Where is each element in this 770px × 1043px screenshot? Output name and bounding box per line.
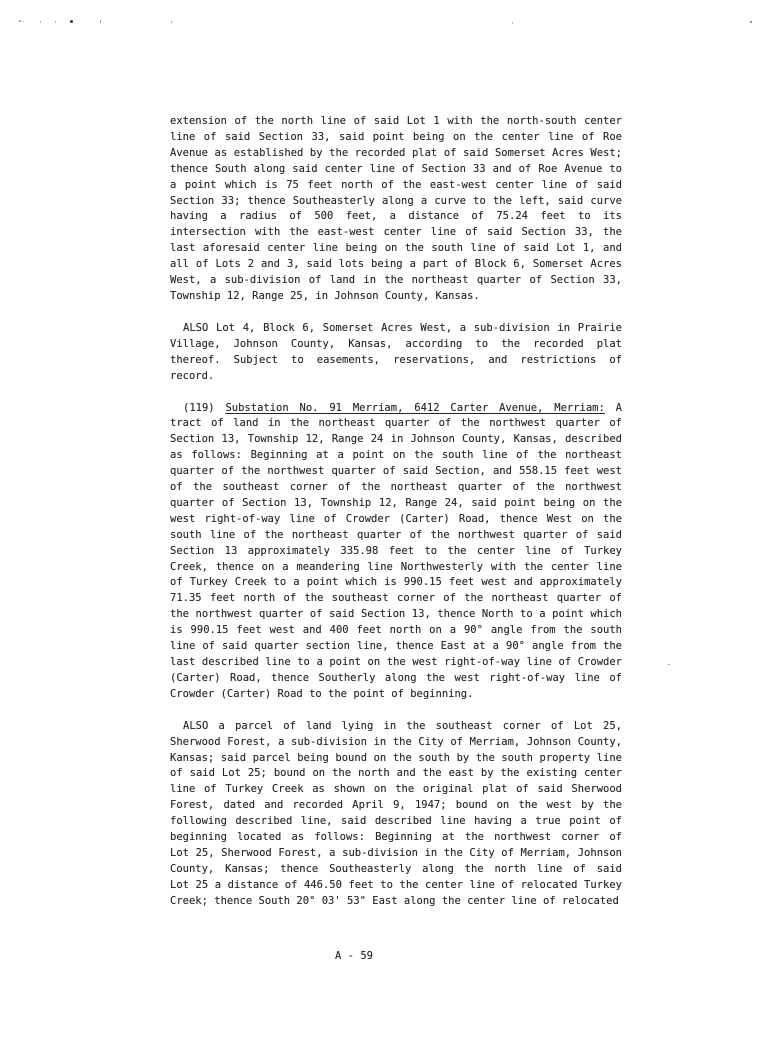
text-line: thence South along said center line of Section 33 and of Roe Avenue to — [170, 162, 622, 175]
text-line: quarter of Section 13, Township 12, Range 24, said point being on the — [170, 496, 622, 509]
text-line: a point which is 75 feet north of the east-west center line of said — [170, 178, 622, 191]
text-line: Forest, dated and recorded April 9, 1947; bound on the west by the — [170, 799, 622, 812]
text-line: last described line to a point on the west right-of-way line of Crowder — [170, 656, 622, 668]
text-line: the northwest quarter of said Section 13, thence North to a point which — [170, 608, 622, 621]
text-line: Creek; thence South 20° 03' 53" East along the center line of relocated — [170, 894, 619, 907]
scan-speckle — [19, 20, 21, 22]
text-line: all of Lots 2 and 3, said lots being a part of Block 6, Somerset Acres — [170, 258, 622, 271]
scan-speckle — [70, 20, 73, 23]
text-line: line of said quarter section line, thence East at a 90° angle from the — [170, 640, 622, 653]
text-line: is 990.15 feet west and 400 feet north on a 90° angle from the south — [170, 624, 622, 637]
scan-speckle — [55, 21, 56, 23]
text-line: south line of the northeast quarter of the northwest quarter of said — [170, 528, 622, 541]
scan-speckle — [23, 21, 24, 22]
text-line: West, a sub-division of land in the northeast quarter of Section 33, — [170, 274, 622, 287]
text-line: ALSO Lot 4, Block 6, Somerset Acres West, a sub-division in Prairie — [183, 321, 622, 334]
text-line: of said Lot 25; bound on the north and the east by the existing center — [170, 767, 622, 780]
text-line: extension of the north line of said Lot 1 with the north-south center — [170, 115, 622, 127]
text-line: west right-of-way line of Crowder (Carter) Road, thence West on the — [170, 512, 622, 525]
text-line — [170, 401, 622, 417]
scan-speckle — [171, 21, 172, 23]
paragraph-also-parcel-lot-25 — [170, 719, 622, 910]
text-segment: A — [604, 401, 622, 414]
substation-heading-underlined: Substation No. 91 Merriam, 6412 Carter Avenue, Merriam: — [225, 401, 605, 414]
scan-speckle — [40, 21, 41, 23]
text-line: beginning located as follows: Beginning at the northwest corner of — [170, 831, 622, 844]
text-line: Section 33; thence Southeasterly along a curve to the left, said curve — [170, 194, 622, 207]
page-number: A - 59 — [335, 950, 373, 962]
text-line: Village, Johnson County, Kansas, according to the recorded plat — [170, 337, 622, 350]
text-line: Lot 25, Sherwood Forest, a sub-division in the City of Merriam, Johnson — [170, 846, 622, 859]
text-line: Crowder (Carter) Road to the point of beginning. — [170, 687, 474, 700]
text-line: record. — [170, 369, 215, 382]
scan-speckle — [668, 664, 670, 665]
text-line: having a radius of 500 feet, a distance of 75.24 feet to its — [170, 210, 622, 223]
text-segment: (119) — [183, 401, 226, 414]
text-line: last aforesaid center line being on the south line of said Lot 1, and — [170, 242, 622, 255]
text-line: Sherwood Forest, a sub-division in the City of Merriam, Johnson County, — [170, 735, 622, 748]
text-line: Section 13, Township 12, Range 24 in Johnson County, Kansas, described — [170, 433, 622, 446]
text-line: Creek, thence on a meandering line Northwesterly with the center line — [170, 560, 622, 573]
text-line: County, Kansas; thence Southeasterly along the north line of said — [170, 862, 622, 875]
text-line: line of said Section 33, said point being on the center line of Roe — [170, 130, 622, 143]
text-line: (Carter) Road, thence Southerly along the west right-of-way line of — [170, 671, 622, 684]
text-line: quarter of the northwest quarter of said Section, and 558.15 feet west — [170, 465, 622, 478]
text-line: Avenue as established by the recorded plat of said Somerset Acres West; — [170, 146, 622, 159]
text-line: intersection with the east-west center line of said Section 33, the — [170, 226, 622, 239]
paragraph-substation-119-merriam — [170, 401, 622, 703]
paragraph-also-lot-4 — [170, 321, 622, 385]
text-line: Kansas; said parcel being bound on the south by the south property line — [170, 751, 622, 764]
paragraph-somerset-acres-description — [170, 114, 622, 305]
document-body — [170, 114, 622, 926]
scan-speckle — [512, 22, 513, 24]
text-line: following described line, said described line having a true point of — [170, 815, 622, 828]
text-line: tract of land in the northeast quarter of the northwest quarter of — [170, 417, 622, 430]
text-line: 71.35 feet north of the southeast corner of the northeast quarter of — [170, 592, 622, 605]
text-line: Section 13 approximately 335.98 feet to the center line of Turkey — [170, 544, 622, 557]
text-line: line of Turkey Creek as shown on the original plat of said Sherwood — [170, 783, 622, 796]
text-line: thereof. Subject to easements, reservations, and restrictions of — [170, 353, 622, 366]
scan-speckle — [750, 21, 752, 23]
text-line: Township 12, Range 25, in Johnson County, Kansas. — [170, 289, 480, 302]
text-line: of the southeast corner of the northeast quarter of the northwest — [170, 481, 622, 494]
scan-speckle — [100, 20, 101, 23]
text-line: Lot 25 a distance of 446.50 feet to the center line of relocated Turkey — [170, 878, 622, 891]
text-line: ALSO a parcel of land lying in the southeast corner of Lot 25, — [183, 719, 622, 732]
text-line: of Turkey Creek to a point which is 990.15 feet west and approximately — [170, 576, 622, 589]
text-line: as follows: Beginning at a point on the south line of the northeast — [170, 449, 622, 462]
